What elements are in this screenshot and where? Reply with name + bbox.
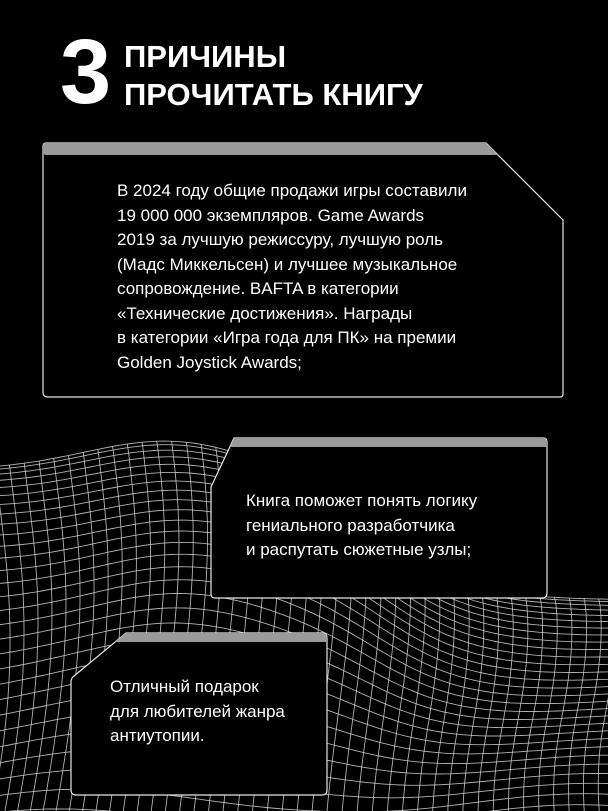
header-number: 3 <box>60 21 110 123</box>
reason-2-line: Книга поможет понять логику <box>246 491 478 510</box>
reason-card-1-text <box>117 179 467 375</box>
reason-3-line: антиутопии. <box>110 726 205 745</box>
reason-1-line: 2019 за лучшую режиссуру, лучшую роль <box>117 230 444 249</box>
reason-1-line: 19 000 000 экземпляров. Game Awards <box>117 205 425 225</box>
reason-card-1 <box>42 142 564 398</box>
reason-3-line: для любителей жанра <box>110 701 285 721</box>
reason-1-line: сопровождение. BAFTA в категории <box>117 279 399 298</box>
reason-card-3-text <box>110 675 285 749</box>
reason-2-line: гениального разработчика <box>246 515 455 535</box>
reason-1-line: В 2024 году общие продажи игры составили <box>117 181 467 200</box>
reason-card-2-text <box>246 489 477 563</box>
reason-2-line: и распутать сюжетные узлы; <box>246 540 472 559</box>
header-title-line2: ПРОЧИТАТЬ КНИГУ <box>124 77 423 112</box>
header-title-line1: ПРИЧИНЫ <box>124 39 287 74</box>
reason-card-2 <box>210 437 548 599</box>
grid-line-vertical <box>463 587 484 811</box>
grid-line-vertical <box>554 598 572 811</box>
reason-1-line: в категории «Игра года для ПК» на премии <box>117 328 457 347</box>
header-title <box>124 38 423 114</box>
reason-1-line: (Мадс Миккельсен) и лучшее музыкальное <box>117 254 458 274</box>
grid-line-vertical <box>539 597 558 811</box>
reason-1-line: «Технические достижения». Награды <box>117 303 413 323</box>
reason-card-3 <box>70 632 328 796</box>
grid-line-vertical <box>598 599 608 811</box>
reason-3-line: Отличный подарок <box>110 677 259 696</box>
reason-1-line: Golden Joystick Awards; <box>117 352 302 372</box>
